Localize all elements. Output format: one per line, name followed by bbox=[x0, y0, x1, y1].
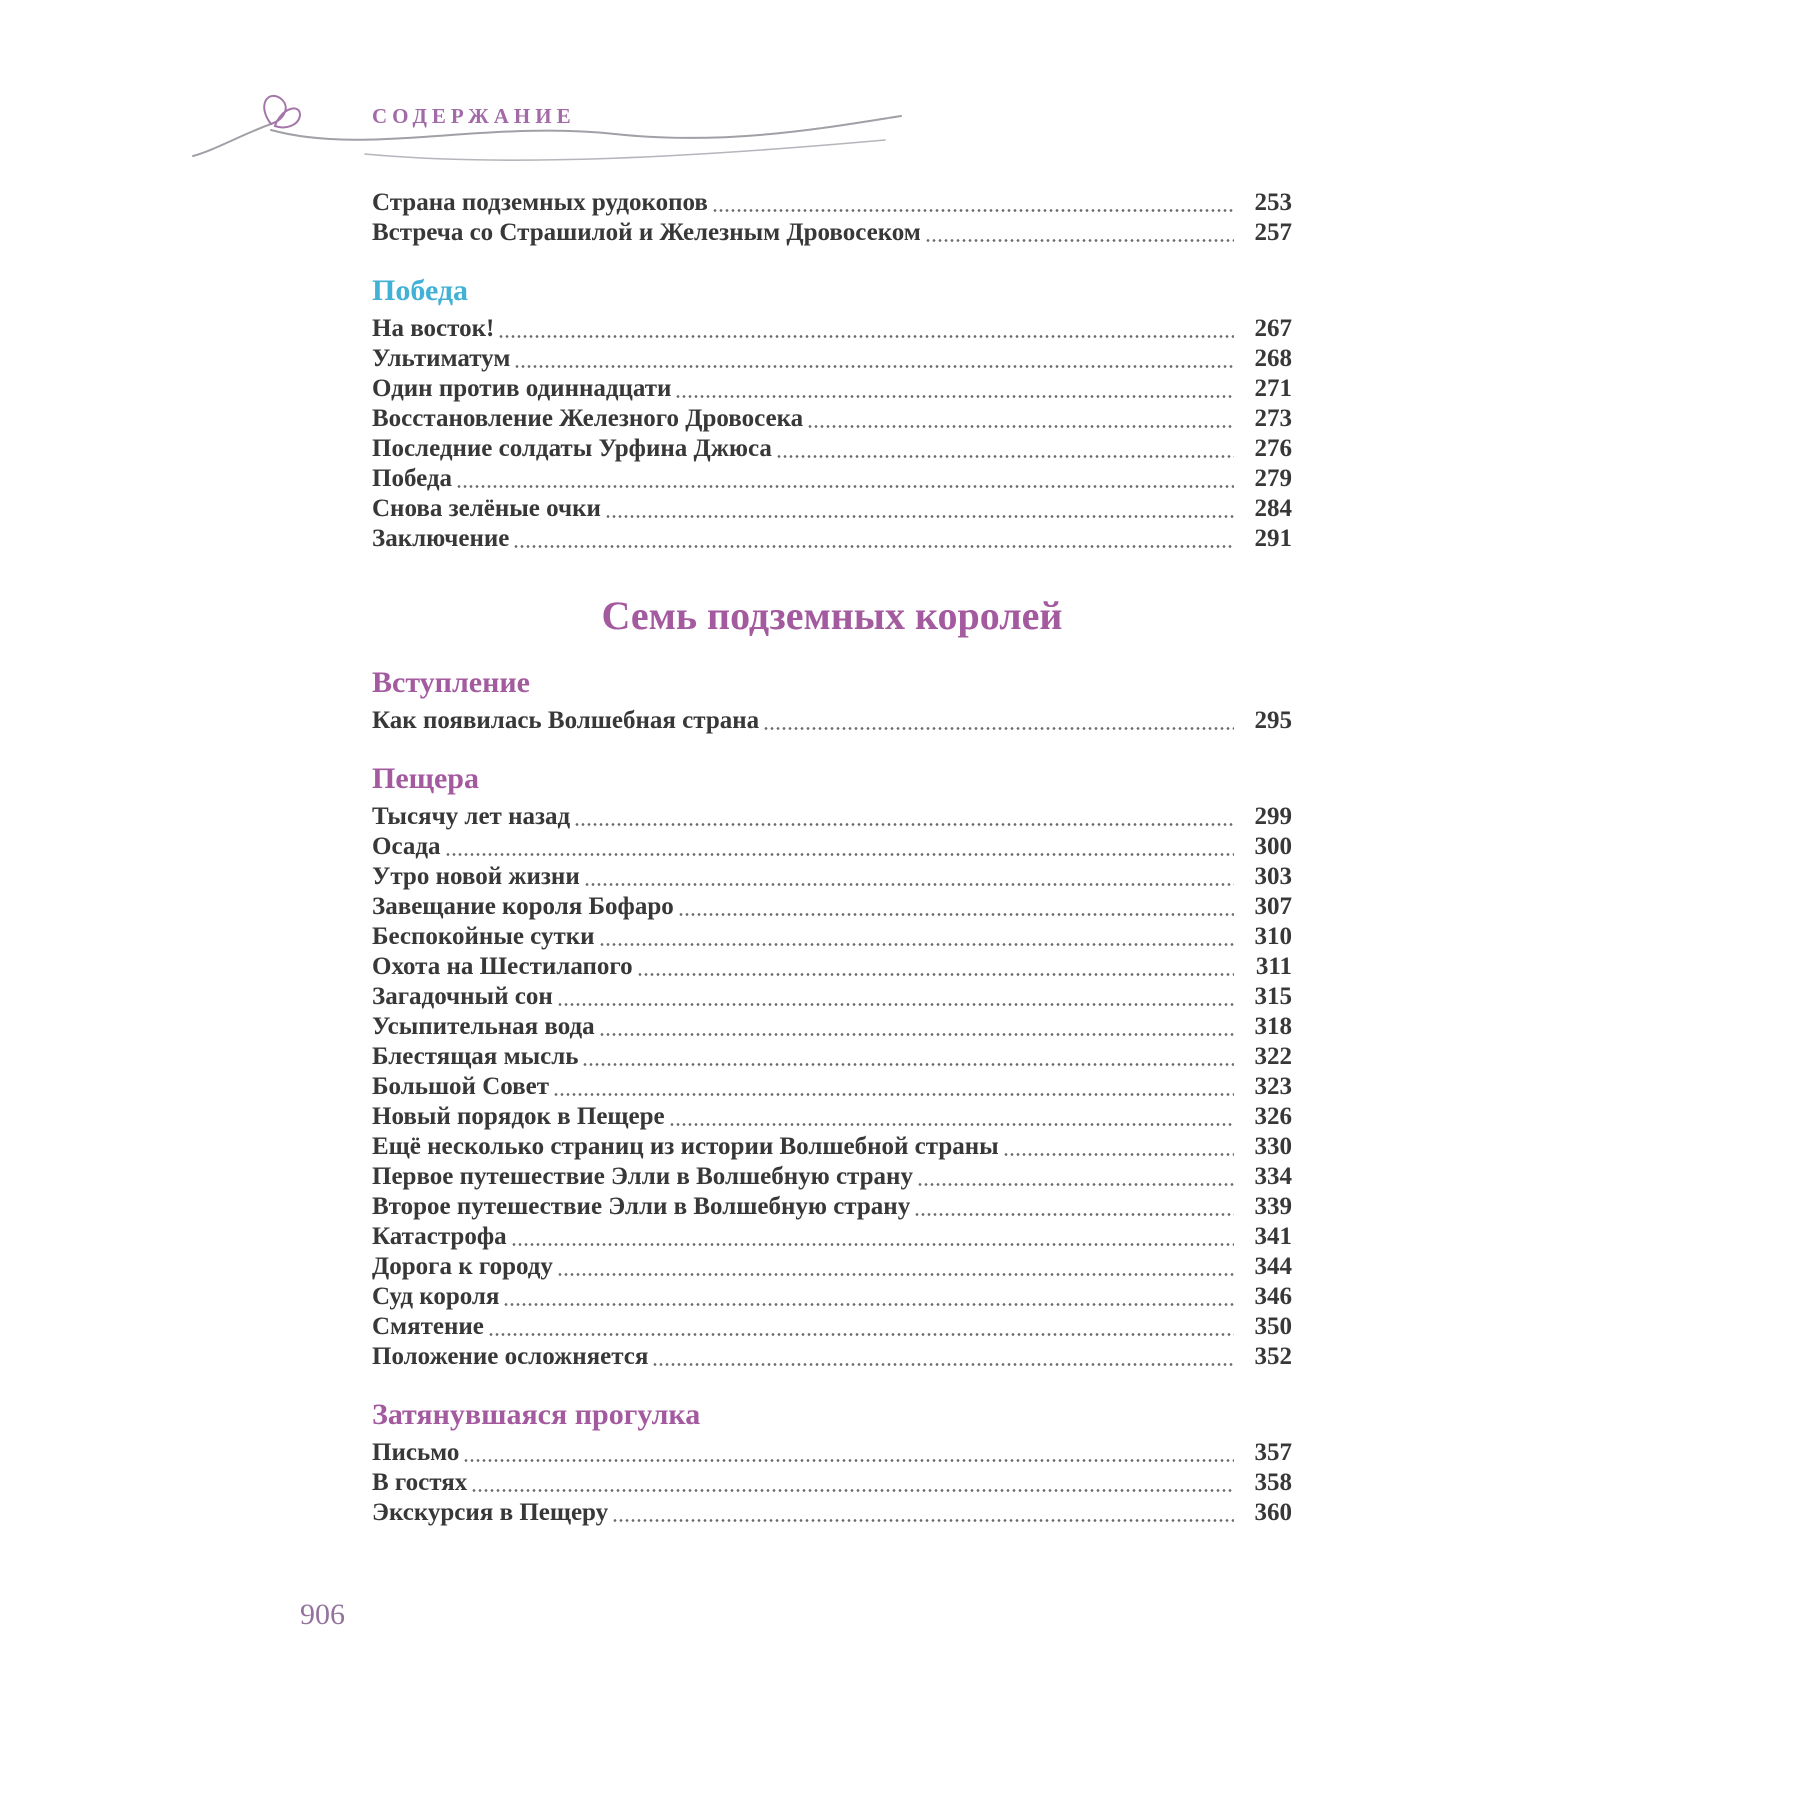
toc-entry bbox=[372, 952, 1292, 982]
entry-title: Экскурсия в Пещеру bbox=[372, 1499, 609, 1526]
toc-entry bbox=[372, 404, 1292, 434]
dot-leader bbox=[511, 1222, 1234, 1252]
section-heading: Победа bbox=[372, 274, 469, 307]
entry-page-number: 291 bbox=[1254, 525, 1292, 552]
flourish-icon bbox=[185, 88, 915, 183]
dot-leader bbox=[914, 1192, 1234, 1222]
dot-leader bbox=[807, 404, 1234, 434]
entry-list bbox=[372, 314, 1292, 554]
toc-entry bbox=[372, 922, 1292, 952]
entry-title: Тысячу лет назад bbox=[372, 803, 571, 830]
dot-leader bbox=[471, 1468, 1234, 1498]
entry-page-number: 307 bbox=[1254, 893, 1292, 920]
toc-entry bbox=[372, 374, 1292, 404]
entry-title: Осада bbox=[372, 833, 441, 860]
toc-entry bbox=[372, 1162, 1292, 1192]
toc-entry bbox=[372, 434, 1292, 464]
entry-page-number: 267 bbox=[1254, 315, 1292, 342]
entry-page-number: 360 bbox=[1254, 1499, 1292, 1526]
entry-page-number: 253 bbox=[1254, 189, 1292, 216]
dot-leader bbox=[514, 344, 1234, 374]
toc-entry bbox=[372, 982, 1292, 1012]
dot-leader bbox=[669, 1102, 1234, 1132]
toc-entry bbox=[372, 218, 1292, 248]
entry-page-number: 303 bbox=[1254, 863, 1292, 890]
entry-page-number: 273 bbox=[1254, 405, 1292, 432]
toc-entry bbox=[372, 1192, 1292, 1222]
entry-list bbox=[372, 188, 1292, 248]
entry-page-number: 358 bbox=[1254, 1469, 1292, 1496]
entry-page-number: 357 bbox=[1254, 1439, 1292, 1466]
toc-entry bbox=[372, 1468, 1292, 1498]
entry-page-number: 268 bbox=[1254, 345, 1292, 372]
entry-title: Положение осложняется bbox=[372, 1343, 649, 1370]
toc-entry bbox=[372, 1282, 1292, 1312]
entry-page-number: 318 bbox=[1254, 1013, 1292, 1040]
entry-page-number: 341 bbox=[1254, 1223, 1292, 1250]
entry-page-number: 279 bbox=[1254, 465, 1292, 492]
dot-leader bbox=[675, 374, 1234, 404]
toc-entry bbox=[372, 802, 1292, 832]
dot-leader bbox=[917, 1162, 1234, 1192]
entry-page-number: 257 bbox=[1254, 219, 1292, 246]
entry-page-number: 330 bbox=[1254, 1133, 1292, 1160]
section-heading: Затянувшаяся прогулка bbox=[372, 1398, 701, 1431]
entry-title: Новый порядок в Пещере bbox=[372, 1103, 665, 1130]
dot-leader bbox=[678, 892, 1234, 922]
dot-leader bbox=[463, 1438, 1234, 1468]
entry-page-number: 352 bbox=[1254, 1343, 1292, 1370]
entry-title: В гостях bbox=[372, 1469, 468, 1496]
entry-page-number: 339 bbox=[1254, 1193, 1292, 1220]
toc-entry bbox=[372, 1312, 1292, 1342]
dot-leader bbox=[637, 952, 1234, 982]
entry-page-number: 350 bbox=[1254, 1313, 1292, 1340]
dot-leader bbox=[557, 982, 1234, 1012]
dot-leader bbox=[513, 524, 1234, 554]
entry-title: Один против одиннадцати bbox=[372, 375, 672, 402]
entry-title: Второе путешествие Элли в Волшебную страну bbox=[372, 1193, 911, 1220]
entry-page-number: 334 bbox=[1254, 1163, 1292, 1190]
toc bbox=[372, 182, 1292, 1528]
toc-entry bbox=[372, 344, 1292, 374]
dot-leader bbox=[925, 218, 1234, 248]
toc-entry bbox=[372, 862, 1292, 892]
entry-page-number: 344 bbox=[1254, 1253, 1292, 1280]
toc-entry bbox=[372, 1342, 1292, 1372]
dot-leader bbox=[557, 1252, 1234, 1282]
toc-entry bbox=[372, 892, 1292, 922]
toc-entry bbox=[372, 1102, 1292, 1132]
entry-page-number: 271 bbox=[1254, 375, 1292, 402]
entry-page-number: 300 bbox=[1254, 833, 1292, 860]
dot-leader bbox=[445, 832, 1235, 862]
entry-title: На восток! bbox=[372, 315, 495, 342]
entry-page-number: 311 bbox=[1255, 953, 1292, 980]
dot-leader bbox=[599, 1012, 1234, 1042]
dot-leader bbox=[605, 494, 1234, 524]
entry-title: Первое путешествие Элли в Волшебную страну bbox=[372, 1163, 913, 1190]
toc-entry bbox=[372, 706, 1292, 736]
entry-title: Победа bbox=[372, 465, 453, 492]
entry-page-number: 346 bbox=[1254, 1283, 1292, 1310]
toc-entry bbox=[372, 188, 1292, 218]
dot-leader bbox=[503, 1282, 1234, 1312]
dot-leader bbox=[599, 922, 1234, 952]
entry-title: Охота на Шестилапого bbox=[372, 953, 633, 980]
entry-title: Страна подземных рудокопов bbox=[372, 189, 708, 216]
entry-title: Снова зелёные очки bbox=[372, 495, 601, 522]
entry-page-number: 323 bbox=[1254, 1073, 1292, 1100]
toc-entry bbox=[372, 524, 1292, 554]
toc-entry bbox=[372, 1438, 1292, 1468]
toc-entry bbox=[372, 1072, 1292, 1102]
toc-entry bbox=[372, 314, 1292, 344]
entry-page-number: 322 bbox=[1254, 1043, 1292, 1070]
page-header-title: СОДЕРЖАНИЕ bbox=[372, 104, 576, 128]
entry-title: Суд короля bbox=[372, 1283, 500, 1310]
entry-title: Восстановление Железного Дровосека bbox=[372, 405, 804, 432]
dot-leader bbox=[776, 434, 1234, 464]
toc-entry bbox=[372, 494, 1292, 524]
dot-leader bbox=[652, 1342, 1234, 1372]
entry-title: Катастрофа bbox=[372, 1223, 507, 1250]
entry-title: Утро новой жизни bbox=[372, 863, 580, 890]
dot-leader bbox=[763, 706, 1234, 736]
entry-title: Большой Совет bbox=[372, 1073, 550, 1100]
toc-entry bbox=[372, 1222, 1292, 1252]
entry-title: Ультиматум bbox=[372, 345, 511, 372]
entry-list bbox=[372, 802, 1292, 1372]
entry-title: Смятение bbox=[372, 1313, 484, 1340]
leaf-flourish-ornament bbox=[185, 88, 915, 183]
dot-leader bbox=[488, 1312, 1234, 1342]
entry-page-number: 310 bbox=[1254, 923, 1292, 950]
toc-entry bbox=[372, 1498, 1292, 1528]
entry-title: Письмо bbox=[372, 1439, 460, 1466]
dot-leader bbox=[582, 1042, 1234, 1072]
dot-leader bbox=[712, 188, 1234, 218]
toc-entry bbox=[372, 832, 1292, 862]
dot-leader bbox=[456, 464, 1234, 494]
entry-page-number: 276 bbox=[1254, 435, 1292, 462]
entry-title: Завещание короля Бофаро bbox=[372, 893, 674, 920]
toc-entry bbox=[372, 1132, 1292, 1162]
dot-leader bbox=[1003, 1132, 1234, 1162]
dot-leader bbox=[553, 1072, 1234, 1102]
entry-page-number: 326 bbox=[1254, 1103, 1292, 1130]
entry-page-number: 299 bbox=[1254, 803, 1292, 830]
entry-page-number: 315 bbox=[1254, 983, 1292, 1010]
toc-entry bbox=[372, 1012, 1292, 1042]
entry-list bbox=[372, 1438, 1292, 1528]
toc-entry bbox=[372, 1042, 1292, 1072]
entry-title: Последние солдаты Урфина Джюса bbox=[372, 435, 772, 462]
entry-title: Заключение bbox=[372, 525, 510, 552]
entry-title: Блестящая мысль bbox=[372, 1043, 579, 1070]
toc-entry bbox=[372, 464, 1292, 494]
dot-leader bbox=[584, 862, 1234, 892]
entry-title: Как появилась Волшебная страна bbox=[372, 707, 760, 734]
toc-entry bbox=[372, 1252, 1292, 1282]
entry-title: Загадочный сон bbox=[372, 983, 553, 1010]
entry-page-number: 295 bbox=[1254, 707, 1292, 734]
entry-title: Встреча со Страшилой и Железным Дровосеком bbox=[372, 219, 921, 246]
section-heading: Вступление bbox=[372, 666, 530, 699]
entry-title: Усыпительная вода bbox=[372, 1013, 595, 1040]
entry-title: Дорога к городу bbox=[372, 1253, 553, 1280]
entry-page-number: 284 bbox=[1254, 495, 1292, 522]
dot-leader bbox=[574, 802, 1234, 832]
section-heading: Пещера bbox=[372, 762, 479, 795]
page-number: 906 bbox=[300, 1598, 345, 1631]
entry-title: Беспокойные сутки bbox=[372, 923, 595, 950]
dot-leader bbox=[498, 314, 1234, 344]
book-title: Семь подземных королей bbox=[601, 593, 1063, 638]
dot-leader bbox=[612, 1498, 1234, 1528]
entry-list bbox=[372, 706, 1292, 736]
entry-title: Ещё несколько страниц из истории Волшебной страны bbox=[372, 1133, 999, 1160]
